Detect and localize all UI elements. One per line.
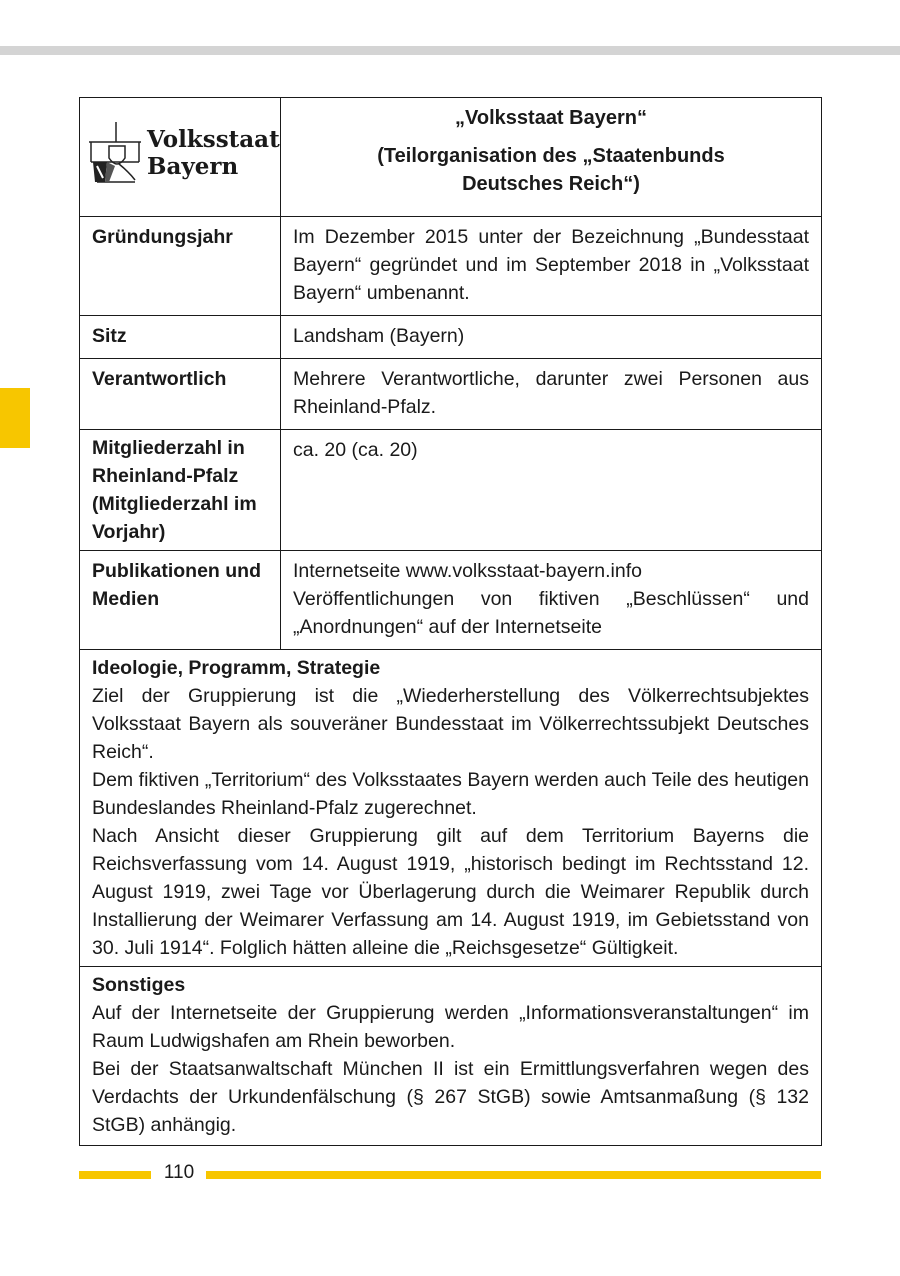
- logo-wordmark: [147, 126, 280, 180]
- page-footer: [79, 1164, 821, 1184]
- ideology-heading: Ideologie, Programm, Strategie: [92, 657, 381, 679]
- organization-title: „Volksstaat Bayern“: [455, 107, 647, 129]
- row-label-seat: Sitz: [80, 316, 281, 359]
- ideology-paragraph: Dem fiktiven „Territorium“ des Volksstaates Bayern werden auch Teile des heutigen Bundeslandes Rheinland-Pfalz zugerechnet.: [92, 769, 809, 819]
- footer-bar-left: [79, 1171, 151, 1179]
- top-gray-bar: [0, 46, 900, 55]
- page-number: 110: [163, 1162, 195, 1183]
- organization-profile-table: [79, 97, 822, 1146]
- volksstaat-bayern-logo: [89, 122, 280, 186]
- ideology-section: [80, 650, 822, 967]
- ideology-row: [80, 650, 822, 967]
- misc-paragraph: Auf der Internetseite der Gruppierung werden „Informationsveranstaltungen“ im Raum Ludwigshafen am Rhein beworben.: [92, 1002, 809, 1052]
- row-label-member-count: Mitgliederzahl in Rheinland-Pfalz (Mitgliederzahl im Vorjahr): [80, 430, 281, 551]
- table-row: [80, 551, 822, 650]
- ideology-paragraph: Nach Ansicht dieser Gruppierung gilt auf dem Territorium Bayerns die Reichsverfassung vom 14. August 1919, „historisch bedingt im Rechtsstand 12. August 1919, zwei Tage vor Überlagerung durch die Weimarer Republik durch Installierung der Weimarer Verfassung am 14. August 1919, im Gebietsstand von 30. Juli 1914“. Folglich hätten alleine die „Reichsgesetze“ Gültigkeit.: [92, 825, 809, 959]
- table-row: [80, 316, 822, 359]
- logo-text-line1: Volksstaat: [147, 126, 280, 153]
- row-label-founding-year: Gründungsjahr: [80, 217, 281, 316]
- misc-row: [80, 967, 822, 1146]
- misc-section: [80, 967, 822, 1146]
- chapter-side-tab: [0, 388, 30, 448]
- publications-website: Internetseite www.volksstaat-bayern.info: [293, 560, 643, 582]
- table-row: [80, 359, 822, 430]
- title-cell: [281, 98, 822, 217]
- table-row: [80, 430, 822, 551]
- logo-cell: [80, 98, 281, 217]
- row-value-responsible: Mehrere Verantwortliche, darunter zwei Personen aus Rheinland-Pfalz.: [281, 359, 822, 430]
- row-value-publications: [281, 551, 822, 650]
- row-value-seat: Landsham (Bayern): [281, 316, 822, 359]
- footer-bar-right: [206, 1171, 821, 1179]
- row-value-founding-year: Im Dezember 2015 unter der Bezeichnung „Bundesstaat Bayern“ gegründet und im September 2018 in „Volksstaat Bayern“ umbenannt.: [281, 217, 822, 316]
- misc-paragraph: Bei der Staatsanwaltschaft München II ist ein Ermittlungsverfahren wegen des Verdachts der Urkundenfälschung (§ 267 StGB) sowie Amtsanmaßung (§ 132 StGB) anhängig.: [92, 1058, 809, 1136]
- row-value-member-count: ca. 20 (ca. 20): [281, 430, 822, 551]
- row-label-responsible: Verantwortlich: [80, 359, 281, 430]
- logo-text-line2: Bayern: [147, 153, 239, 180]
- coat-of-arms-icon: [89, 122, 141, 184]
- organization-subtitle: (Teilorganisation des „Staatenbunds Deutsches Reich“): [377, 145, 725, 195]
- header-row: [80, 98, 822, 217]
- misc-heading: Sonstiges: [92, 974, 186, 996]
- publications-description: Veröffentlichungen von fiktiven „Beschlüssen“ und „Anordnungen“ auf der Internetseite: [293, 588, 809, 638]
- row-label-publications: Publikationen und Medien: [80, 551, 281, 650]
- ideology-paragraph: Ziel der Gruppierung ist die „Wiederherstellung des Völkerrechtsubjektes Volksstaat Bayern als souveräner Bundesstaat im Völkerrechtssubjekt Deutsches Reich“.: [92, 685, 809, 763]
- table-row: [80, 217, 822, 316]
